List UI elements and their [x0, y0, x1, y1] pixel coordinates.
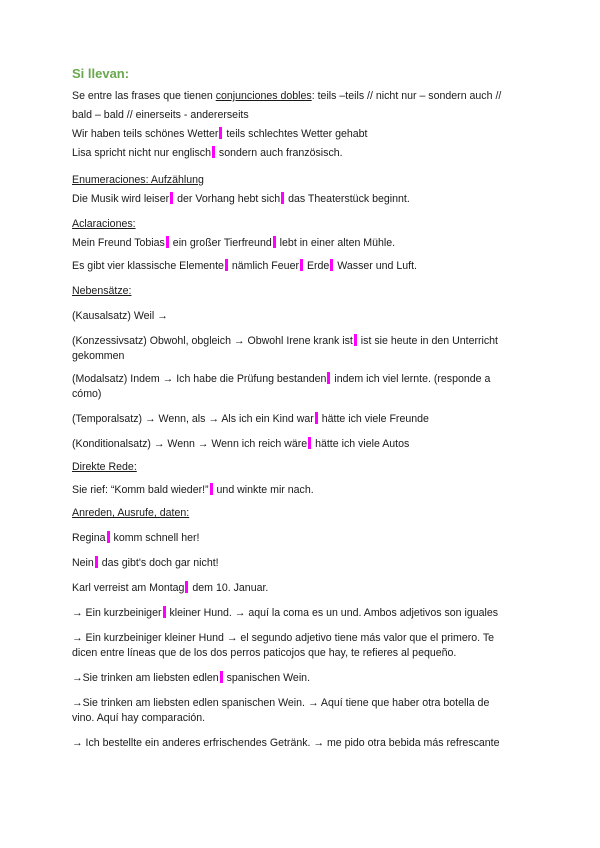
intro-example-1: [72, 127, 542, 142]
text: (Konditionalsatz) → Wenn → Wenn ich reich wäre: [72, 438, 308, 450]
text: Erde: [304, 260, 330, 272]
comma-marker: [170, 192, 173, 204]
text: Mein Freund Tobias: [72, 237, 165, 249]
comma-marker: [273, 236, 276, 248]
text: (Modalsatz) Indem → Ich habe die Prüfung bestanden: [72, 373, 327, 385]
text: hätte ich viele Freunde: [318, 413, 429, 425]
intro-line-1: [72, 89, 542, 104]
example-arrow-1: [72, 606, 542, 621]
text: teils schlechtes Wetter gehabt: [223, 128, 368, 140]
underlined-term: conjunciones dobles: [215, 90, 312, 102]
comma-marker: [330, 259, 333, 271]
acl-example-1: [72, 236, 542, 251]
text: Die Musik wird leiser: [72, 193, 170, 205]
document-page: [72, 66, 542, 751]
text: →Sie trinken am liebsten edlen: [72, 672, 219, 684]
text: das gibt's doch gar nicht!: [98, 557, 219, 569]
text: komm schnell her!: [110, 532, 200, 544]
enum-example: [72, 192, 542, 207]
text: → Ein kurzbeiniger kleiner Hund → el segundo adjetivo tiene más valor que el primero. Te: [72, 632, 495, 644]
text: Se entre las frases que tienen: [72, 90, 216, 102]
text: dicen entre líneas que de los dos perros paticojos que hay, te refieres al pequeño.: [72, 647, 457, 659]
comma-marker: [281, 192, 284, 204]
text: Wir haben teils schönes Wetter: [72, 128, 219, 140]
comma-marker: [212, 146, 215, 158]
comma-marker: [95, 556, 98, 568]
text: ist sie heute in den Unterricht: [357, 335, 499, 347]
heading-enumeraciones: Enumeraciones: Aufzählung: [72, 174, 204, 186]
heading-nebensaetze: Nebensätze:: [72, 285, 132, 297]
text: kleiner Hund. → aquí la coma es un und. Ambos adjetivos son iguales: [166, 607, 499, 619]
text: hätte ich viele Autos: [312, 438, 410, 450]
comma-marker: [210, 483, 213, 495]
anreden-example-1: [72, 531, 542, 546]
text: der Vorhang hebt sich: [174, 193, 281, 205]
text: das Theaterstück beginnt.: [285, 193, 410, 205]
comma-marker: [300, 259, 303, 271]
text: Regina: [72, 532, 106, 544]
text: ein großer Tierfreund: [169, 237, 272, 249]
rede-example: [72, 483, 542, 498]
comma-marker: [220, 671, 223, 683]
text: vino. Aquí hay comparación.: [72, 712, 206, 724]
comma-marker: [354, 334, 357, 346]
acl-example-2: [72, 259, 542, 274]
comma-marker: [315, 412, 318, 424]
example-arrow-5: → Ich bestellte ein anderes erfrischendes Getränk. → me pido otra bebida más refrescante: [72, 737, 500, 749]
example-arrow-4: [72, 696, 542, 726]
anreden-example-3: [72, 581, 542, 596]
comma-marker: [327, 372, 330, 384]
comma-marker: [225, 259, 228, 271]
text: nämlich Feuer: [228, 260, 299, 272]
comma-marker: [163, 606, 166, 618]
text: →Sie trinken am liebsten edlen spanischen Wein. → Aquí tiene que haber otra botella de: [72, 697, 490, 709]
text: lebt in einer alten Mühle.: [276, 237, 396, 249]
text: sondern auch französisch.: [215, 147, 343, 159]
text: dem 10. Januar.: [189, 582, 269, 594]
comma-marker: [219, 127, 222, 139]
text: (Konzessivsatz) Obwohl, obgleich → Obwohl Irene krank ist: [72, 335, 353, 347]
text: gekommen: [72, 350, 125, 362]
text: Es gibt vier klassische Elemente: [72, 260, 224, 272]
heading-anreden: Anreden, Ausrufe, daten:: [72, 507, 190, 519]
comma-marker: [185, 581, 188, 593]
intro-line-2: bald – bald // einerseits - andererseits: [72, 109, 249, 121]
text: (Temporalsatz) → Wenn, als → Als ich ein Kind war: [72, 413, 314, 425]
text: Nein: [72, 557, 94, 569]
anreden-example-2: [72, 556, 542, 571]
text: und winkte mir nach.: [213, 484, 314, 496]
text: spanischen Wein.: [223, 672, 311, 684]
heading-aclaraciones: Aclaraciones:: [72, 218, 136, 230]
text: Lisa spricht nicht nur englisch: [72, 147, 211, 159]
comma-marker: [107, 531, 110, 543]
konditionalsatz-line: [72, 437, 542, 452]
text: → Ein kurzbeiniger: [72, 607, 162, 619]
text: cómo): [72, 388, 102, 400]
text: Wasser und Luft.: [334, 260, 417, 272]
text: : teils –teils // nicht nur – sondern auch //: [311, 90, 502, 102]
temporalsatz-line: [72, 412, 542, 427]
comma-marker: [166, 236, 169, 248]
intro-example-2: [72, 146, 542, 161]
comma-marker: [308, 437, 311, 449]
text: Sie rief: “Komm bald wieder!”: [72, 484, 209, 496]
konzessivsatz-line: [72, 334, 542, 364]
example-arrow-3: [72, 671, 542, 686]
kausalsatz-line: (Kausalsatz) Weil →: [72, 310, 168, 322]
modalsatz-line: [72, 372, 542, 402]
text: Karl verreist am Montag: [72, 582, 185, 594]
example-arrow-2: [72, 631, 542, 661]
text: indem ich viel lernte. (responde a: [331, 373, 491, 385]
section-title: Si llevan:: [72, 66, 130, 81]
heading-direkte-rede: Direkte Rede:: [72, 461, 137, 473]
